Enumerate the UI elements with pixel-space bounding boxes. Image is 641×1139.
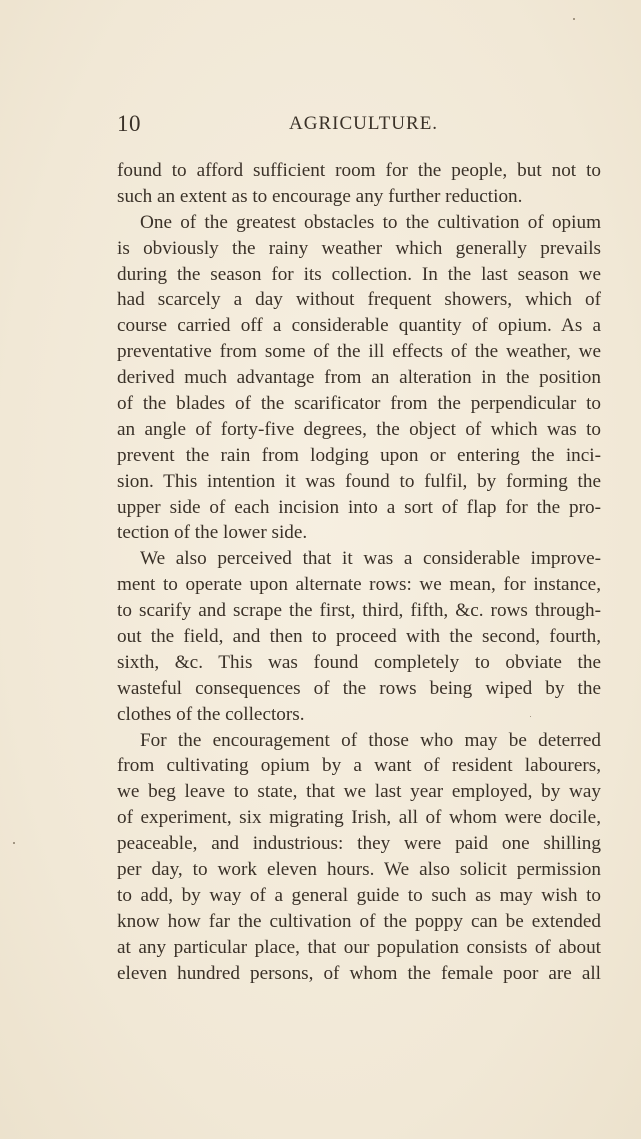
text-line: We also perceived that it was a considerable improve- [140, 548, 601, 570]
text-line: derived much advantage from an alteration in the position [117, 367, 601, 389]
text-line: wasteful consequences of the rows being wiped by the [117, 677, 601, 699]
text-line: of the blades of the scarificator from the perpendicular to [117, 393, 601, 415]
text-line: is obviously the rainy weather which generally prevails [117, 237, 601, 259]
text-line: from cultivating opium by a want of resident labourers, [117, 755, 601, 777]
running-head: AGRICULTURE. [289, 113, 439, 134]
text-line: found to afford sufficient room for the people, but not to [117, 160, 601, 181]
text-line: ment to operate upon alternate rows: we mean, for instance, [117, 574, 601, 596]
text-line: per day, to work eleven hours. We also solicit permission [117, 859, 601, 881]
text-line: peaceable, and industrious: they were paid one shilling [117, 833, 601, 855]
paper-speck [530, 716, 531, 717]
page-number: 10 [117, 111, 141, 136]
text-line: an angle of forty-five degrees, the object of which was to [117, 418, 601, 440]
text-line: of experiment, six migrating Irish, all of whom were docile, [117, 807, 601, 829]
text-line: clothes of the collectors. [117, 703, 305, 725]
text-line: sixth, &c. This was found completely to obviate the [117, 651, 601, 673]
text-line: eleven hundred persons, of whom the female poor are all [117, 962, 601, 984]
text-line: to scarify and scrape the first, third, fifth, &c. rows through- [117, 600, 601, 622]
text-line: tection of the lower side. [117, 522, 308, 544]
text-line: sion. This intention it was found to fulfil, by forming the [117, 470, 601, 492]
text-line: to add, by way of a general guide to such as may wish to [117, 884, 601, 906]
text-line: prevent the rain from lodging upon or entering the inci- [117, 444, 601, 466]
text-line: such an extent as to encourage any further reduction. [117, 185, 523, 207]
text-line: had scarcely a day without frequent showers, which of [117, 289, 601, 311]
body-text [117, 158, 601, 987]
text-line: course carried off a considerable quantity of opium. As a [117, 315, 601, 337]
text-line: out the field, and then to proceed with the second, fourth, [117, 626, 601, 648]
text-line: we beg leave to state, that we last year employed, by way [117, 781, 601, 803]
page-header [117, 111, 601, 141]
text-line: during the season for its collection. In the last season we [117, 263, 601, 285]
text-line: preventative from some of the ill effects of the weather, we [117, 341, 601, 363]
text-line: know how far the cultivation of the poppy can be extended [117, 910, 601, 932]
paper-speck [13, 842, 15, 844]
text-line: at any particular place, that our population consists of about [117, 936, 601, 958]
text-line: For the encouragement of those who may be deterred [140, 729, 601, 751]
text-line: One of the greatest obstacles to the cultivation of opium [140, 211, 601, 233]
text-line: upper side of each incision into a sort of flap for the pro- [117, 496, 601, 518]
paper-speck [573, 18, 575, 20]
